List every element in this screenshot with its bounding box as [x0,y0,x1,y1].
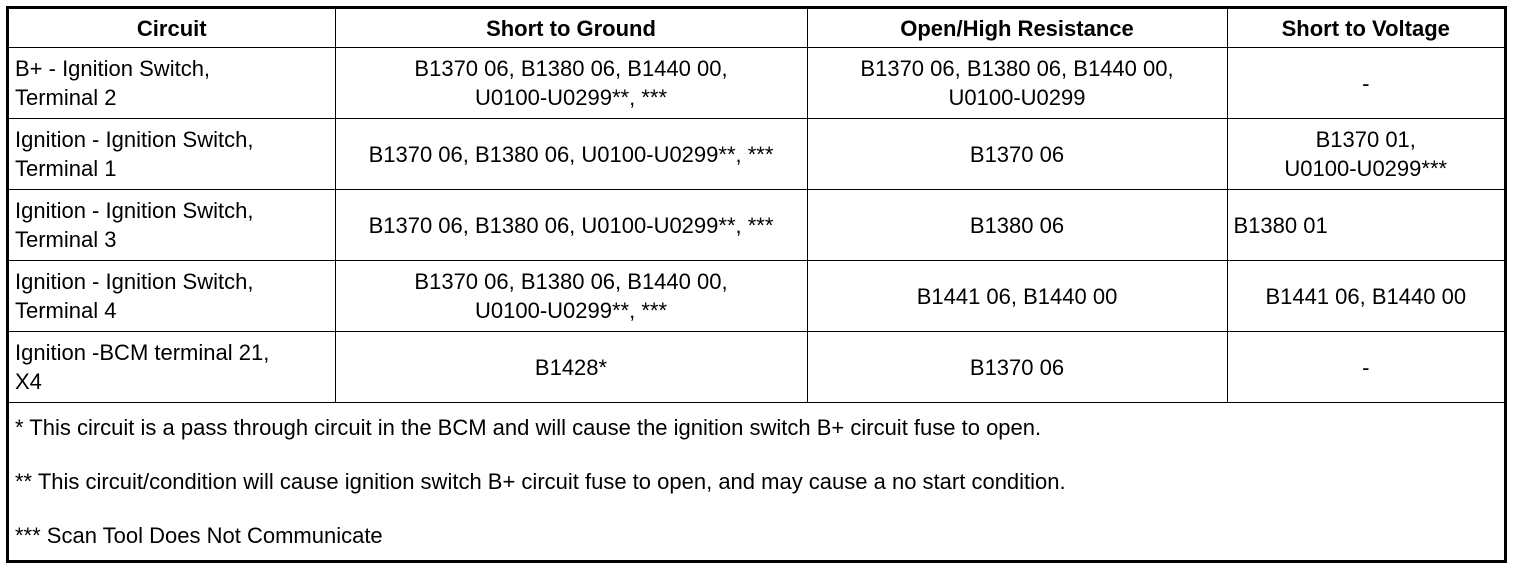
cell-circuit: Ignition - Ignition Switch, Terminal 3 [9,190,335,261]
table-row [9,332,1504,403]
table-row [9,119,1504,190]
cell-short-to-voltage: B1441 06, B1440 00 [1227,261,1504,332]
header-row [9,9,1504,48]
header-open-high-resistance: Open/High Resistance [807,9,1227,48]
cell-short-to-ground: B1370 06, B1380 06, U0100-U0299**, *** [335,190,807,261]
cell-open-high-resistance: B1370 06, B1380 06, B1440 00, U0100-U0299 [807,48,1227,119]
cell-open-high-resistance: B1370 06 [807,119,1227,190]
cell-circuit: Ignition - Ignition Switch, Terminal 1 [9,119,335,190]
cell-short-to-ground: B1370 06, B1380 06, B1440 00, U0100-U0299**, *** [335,48,807,119]
cell-open-high-resistance: B1370 06 [807,332,1227,403]
footnotes [9,403,1504,561]
header-circuit: Circuit [9,9,335,48]
cell-circuit: Ignition - Ignition Switch, Terminal 4 [9,261,335,332]
cell-short-to-voltage: B1380 01 [1227,190,1504,261]
footnote-triple-asterisk: *** Scan Tool Does Not Communicate [15,522,383,548]
cell-short-to-ground: B1370 06, B1380 06, B1440 00, U0100-U0299**, *** [335,261,807,332]
cell-short-to-voltage: B1370 01, U0100-U0299*** [1227,119,1504,190]
header-short-to-voltage: Short to Voltage [1227,9,1504,48]
footnote-single-asterisk: * This circuit is a pass through circuit in the BCM and will cause the ignition switch B+ circuit fuse to open. [15,414,1042,440]
table-row [9,48,1504,119]
cell-short-to-ground: B1370 06, B1380 06, U0100-U0299**, *** [335,119,807,190]
footnote-double-asterisk: ** This circuit/condition will cause ignition switch B+ circuit fuse to open, and may cause a no start condition. [15,468,1066,494]
diagnostic-table-frame [6,6,1507,563]
table-row [9,261,1504,332]
cell-short-to-voltage: - [1227,332,1504,403]
cell-circuit: B+ - Ignition Switch, Terminal 2 [9,48,335,119]
table-row [9,190,1504,261]
cell-short-to-voltage: - [1227,48,1504,119]
cell-open-high-resistance: B1441 06, B1440 00 [807,261,1227,332]
cell-open-high-resistance: B1380 06 [807,190,1227,261]
cell-circuit: Ignition -BCM terminal 21, X4 [9,332,335,403]
notes-row [9,403,1504,561]
diagnostic-trouble-code-table [9,9,1504,560]
header-short-to-ground: Short to Ground [335,9,807,48]
cell-short-to-ground: B1428* [335,332,807,403]
